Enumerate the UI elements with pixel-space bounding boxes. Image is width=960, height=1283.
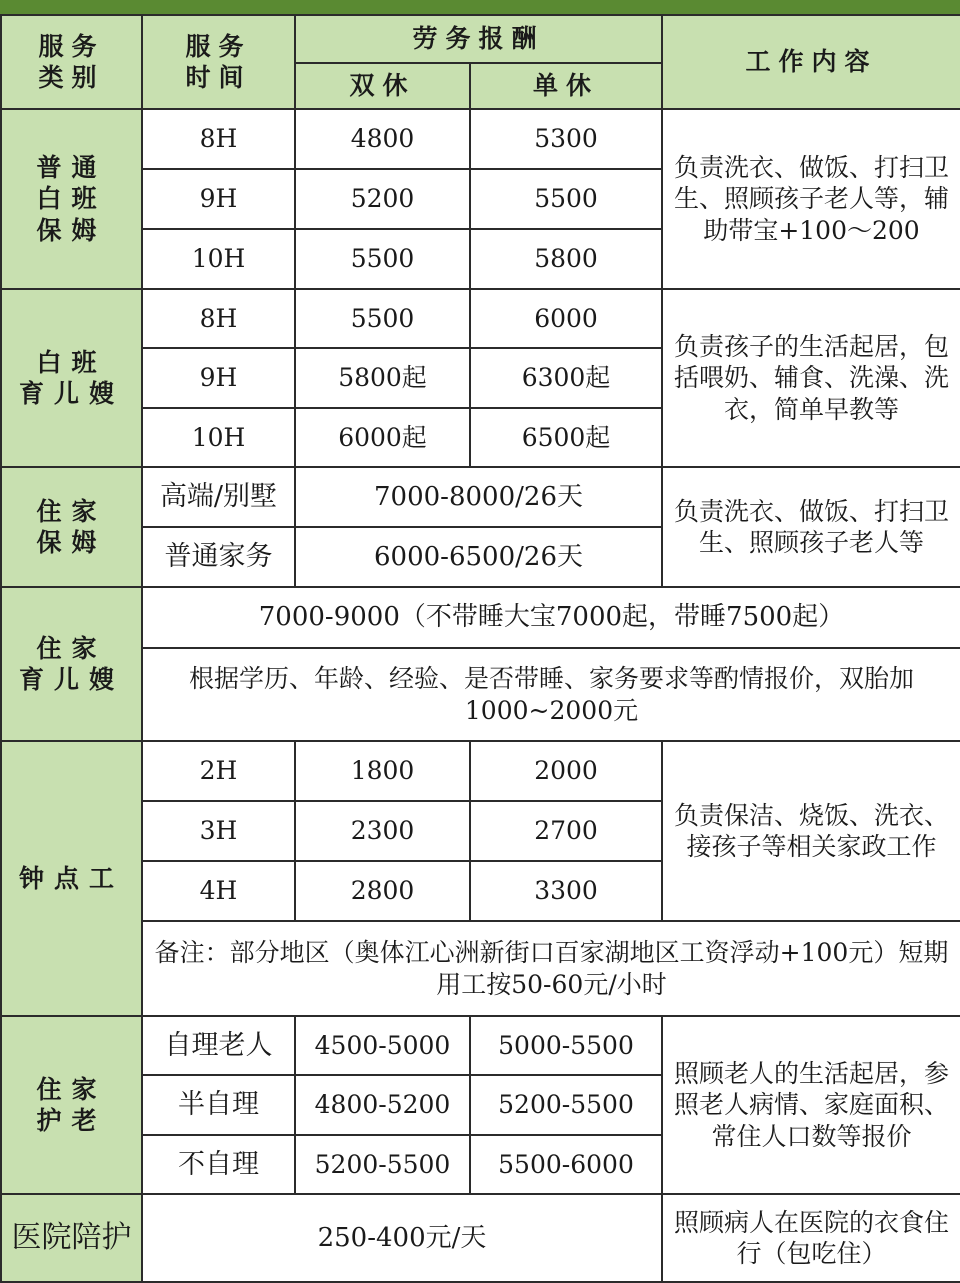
monthly-price: 6000-6500/26天 bbox=[295, 527, 662, 587]
category-live-in-childcare: 住家 育儿嫂 bbox=[1, 587, 142, 741]
hourly-note: 备注：部分地区（奥体江心洲新街口百家湖地区工资浮动+100元）短期用工按50-60元/小时 bbox=[142, 921, 960, 1016]
single-rest-price: 5500 bbox=[470, 169, 662, 229]
header-pay-double-rest: 双休 bbox=[295, 63, 470, 109]
double-rest-price: 5500 bbox=[295, 229, 470, 289]
table-row bbox=[1, 1194, 960, 1282]
time-cell: 2H bbox=[142, 741, 295, 801]
single-rest-price: 3300 bbox=[470, 861, 662, 921]
double-rest-price: 2800 bbox=[295, 861, 470, 921]
single-rest-price: 6000 bbox=[470, 289, 662, 348]
table-row bbox=[1, 921, 960, 1016]
category-day-childcare: 白班 育儿嫂 bbox=[1, 289, 142, 467]
double-rest-price: 5500 bbox=[295, 289, 470, 348]
time-cell: 10H bbox=[142, 229, 295, 289]
double-rest-price: 4800-5200 bbox=[295, 1075, 470, 1135]
time-cell: 3H bbox=[142, 801, 295, 861]
service-type-cell: 高端/别墅 bbox=[142, 467, 295, 527]
service-type-cell: 半自理 bbox=[142, 1075, 295, 1135]
double-rest-price: 4800 bbox=[295, 109, 470, 169]
service-type-cell: 自理老人 bbox=[142, 1016, 295, 1075]
category-elder-care: 住家 护老 bbox=[1, 1016, 142, 1194]
header-service-category: 服务 类别 bbox=[1, 15, 142, 109]
table-row bbox=[1, 467, 960, 527]
time-cell: 9H bbox=[142, 348, 295, 408]
time-cell: 4H bbox=[142, 861, 295, 921]
time-cell: 8H bbox=[142, 289, 295, 348]
price-table bbox=[0, 14, 960, 1283]
live-in-childcare-price: 7000-9000（不带睡大宝7000起，带睡7500起） bbox=[142, 587, 960, 648]
single-rest-price: 6300起 bbox=[470, 348, 662, 408]
table-row bbox=[1, 648, 960, 741]
single-rest-price: 5800 bbox=[470, 229, 662, 289]
double-rest-price: 5200-5500 bbox=[295, 1135, 470, 1194]
double-rest-price: 5800起 bbox=[295, 348, 470, 408]
table-row bbox=[1, 1016, 960, 1075]
header-pay-single-rest: 单休 bbox=[470, 63, 662, 109]
category-day-nanny: 普通 白班 保姆 bbox=[1, 109, 142, 289]
work-content-day-nanny: 负责洗衣、做饭、打扫卫生、照顾孩子老人等，辅助带宝+100～200 bbox=[662, 109, 960, 289]
category-hospital-care: 医院陪护 bbox=[1, 1194, 142, 1282]
double-rest-price: 2300 bbox=[295, 801, 470, 861]
work-content-hospital-care: 照顾病人在医院的衣食住行（包吃住） bbox=[662, 1194, 960, 1282]
work-content-elder-care: 照顾老人的生活起居，参照老人病情、家庭面积、常住人口数等报价 bbox=[662, 1016, 960, 1194]
header-service-time: 服务 时间 bbox=[142, 15, 295, 109]
double-rest-price: 6000起 bbox=[295, 408, 470, 467]
work-content-live-in-nanny: 负责洗衣、做饭、打扫卫生、照顾孩子老人等 bbox=[662, 467, 960, 587]
work-content-hourly: 负责保洁、烧饭、洗衣、接孩子等相关家政工作 bbox=[662, 741, 960, 921]
monthly-price: 7000-8000/26天 bbox=[295, 467, 662, 527]
single-rest-price: 5000-5500 bbox=[470, 1016, 662, 1075]
hospital-care-price: 250-400元/天 bbox=[142, 1194, 662, 1282]
service-type-cell: 普通家务 bbox=[142, 527, 295, 587]
single-rest-price: 5200-5500 bbox=[470, 1075, 662, 1135]
single-rest-price: 5500-6000 bbox=[470, 1135, 662, 1194]
category-live-in-nanny: 住家 保姆 bbox=[1, 467, 142, 587]
title-band bbox=[0, 0, 960, 14]
header-pay-group: 劳务报酬 bbox=[295, 15, 662, 63]
table-row bbox=[1, 587, 960, 648]
live-in-childcare-note: 根据学历、年龄、经验、是否带睡、家务要求等酌情报价，双胎加1000~2000元 bbox=[142, 648, 960, 741]
single-rest-price: 2000 bbox=[470, 741, 662, 801]
double-rest-price: 5200 bbox=[295, 169, 470, 229]
single-rest-price: 2700 bbox=[470, 801, 662, 861]
table-row bbox=[1, 289, 960, 348]
service-type-cell: 不自理 bbox=[142, 1135, 295, 1194]
double-rest-price: 4500-5000 bbox=[295, 1016, 470, 1075]
single-rest-price: 5300 bbox=[470, 109, 662, 169]
double-rest-price: 1800 bbox=[295, 741, 470, 801]
time-cell: 8H bbox=[142, 109, 295, 169]
work-content-day-childcare: 负责孩子的生活起居，包括喂奶、辅食、洗澡、洗衣，简单早教等 bbox=[662, 289, 960, 467]
header-work-content: 工作内容 bbox=[662, 15, 960, 109]
single-rest-price: 6500起 bbox=[470, 408, 662, 467]
time-cell: 9H bbox=[142, 169, 295, 229]
category-hourly-worker: 钟点工 bbox=[1, 741, 142, 1016]
time-cell: 10H bbox=[142, 408, 295, 467]
table-row bbox=[1, 109, 960, 169]
table-row bbox=[1, 741, 960, 801]
